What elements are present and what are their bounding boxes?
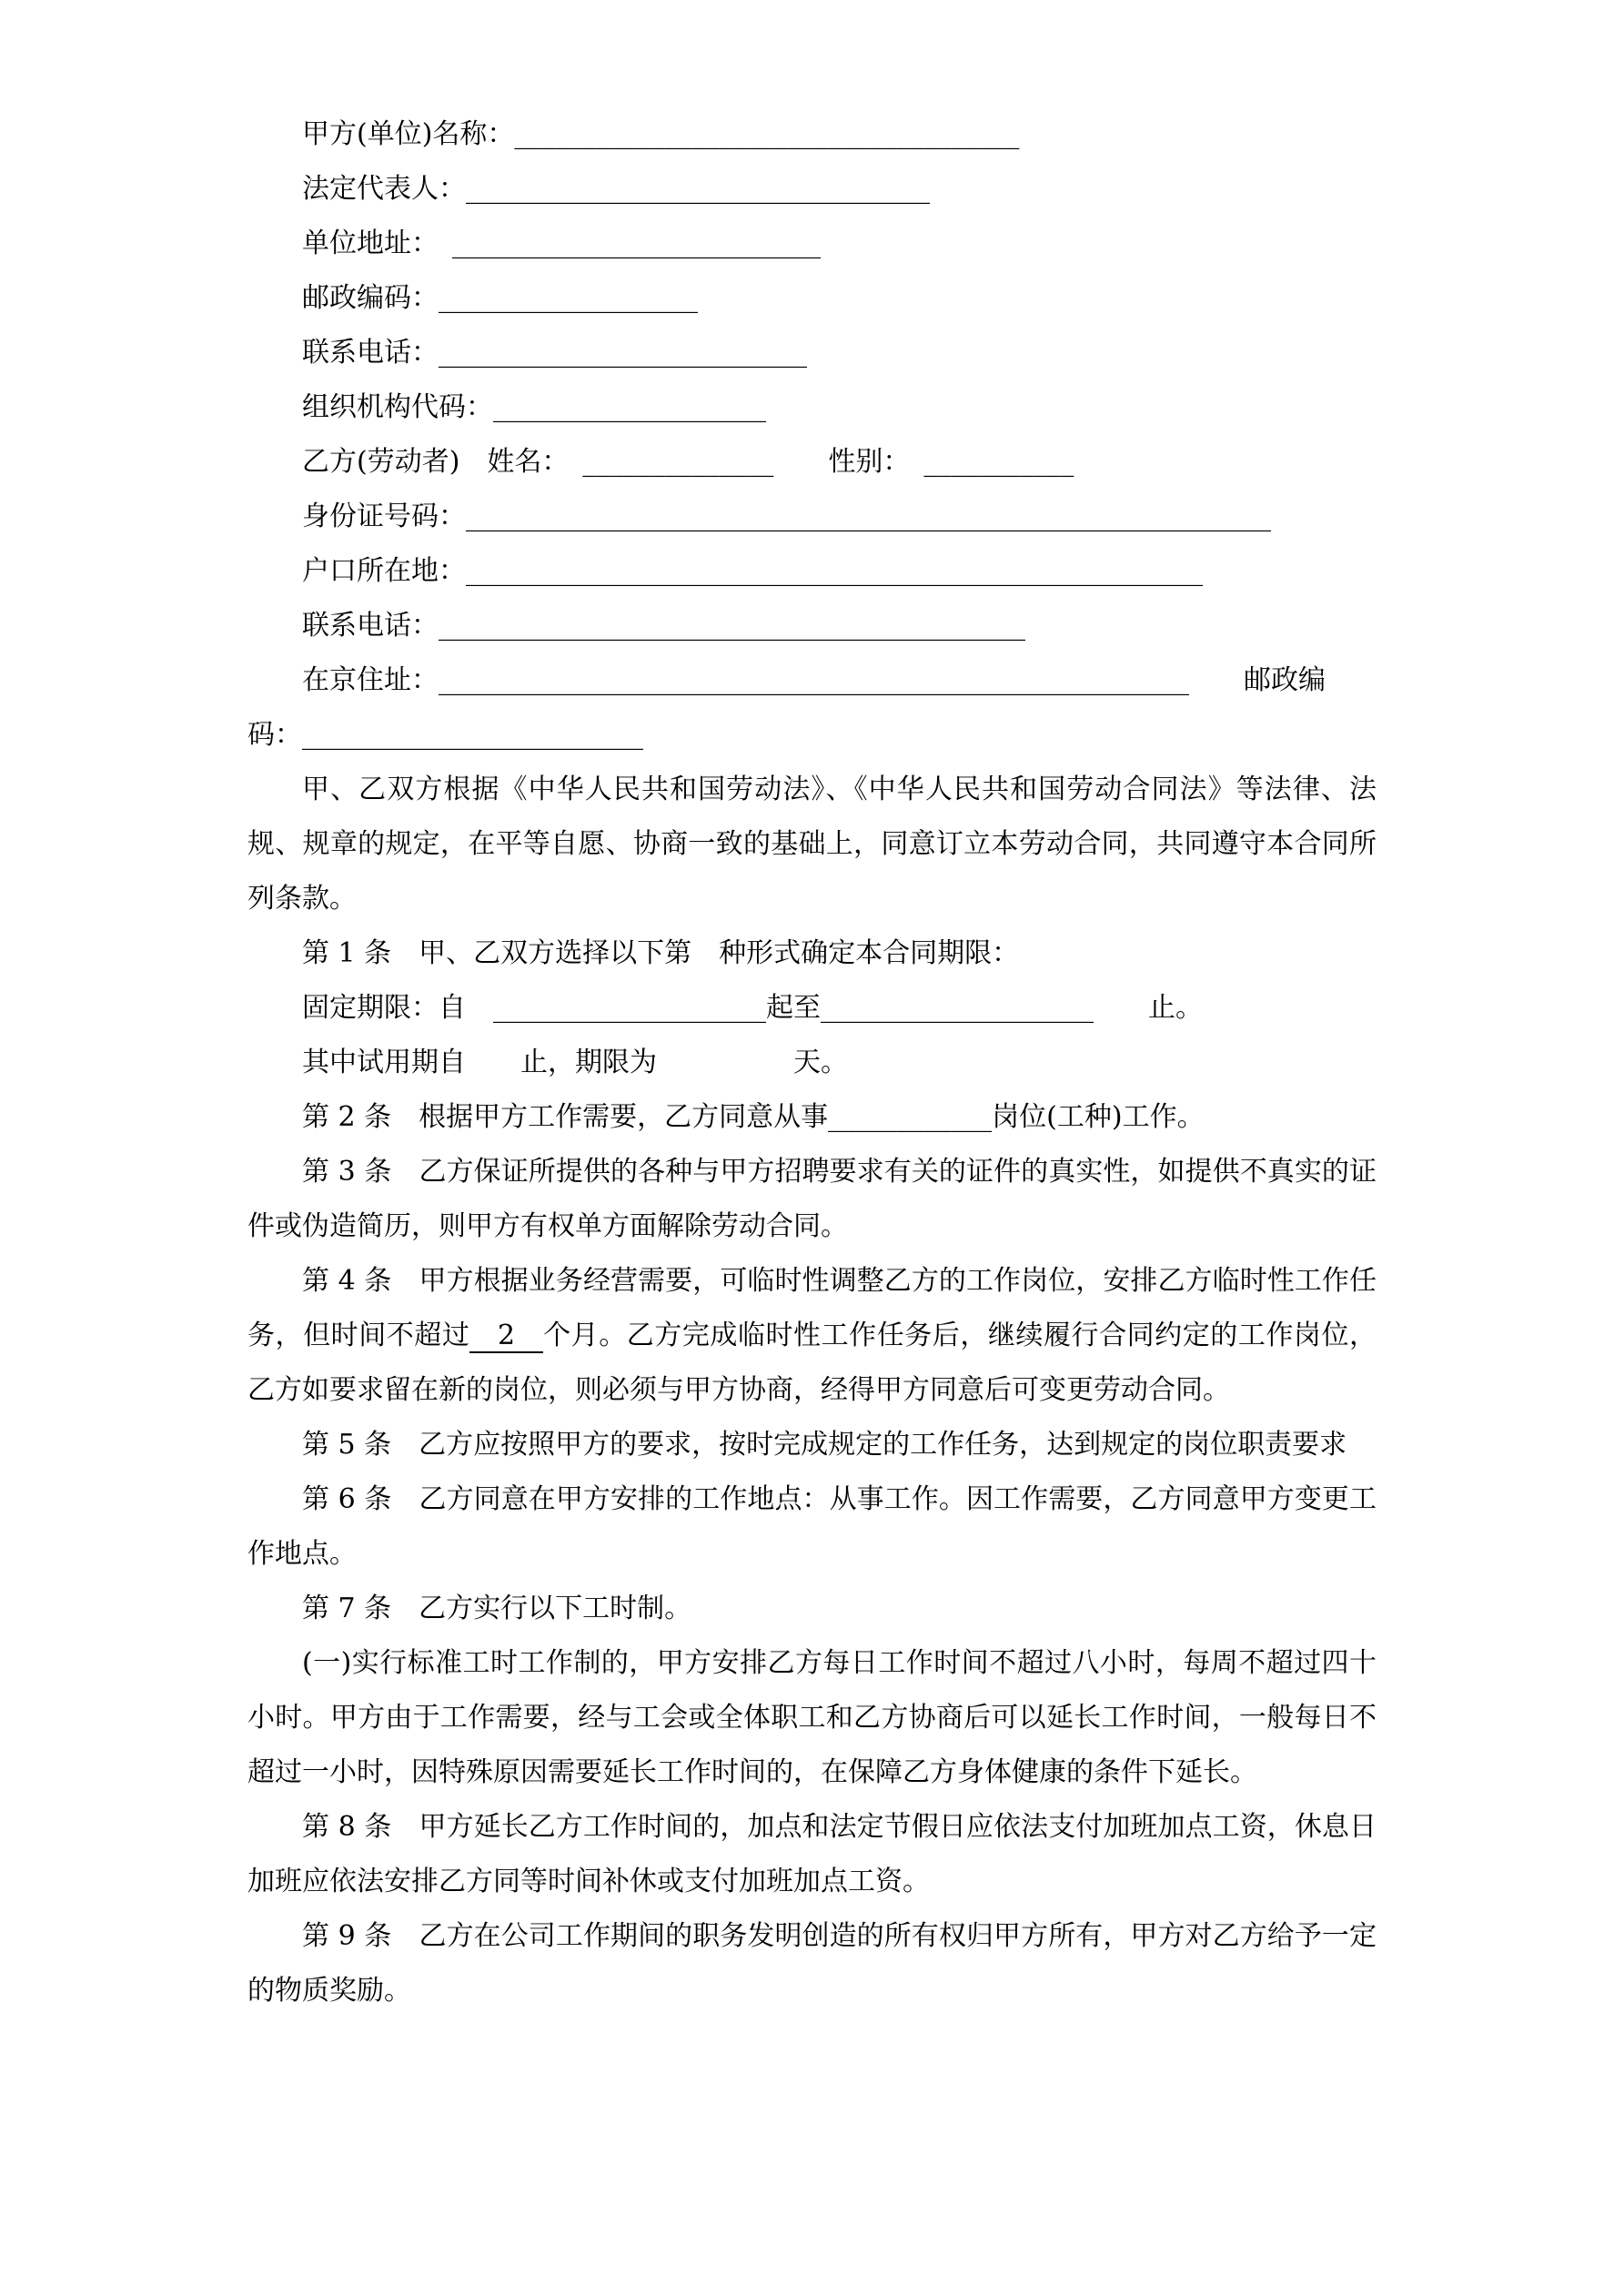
text-segment: 第 9 条 乙方在公司工作期间的职务发明创造的所有权归甲方所有，甲方对乙方给予一定的物质奖励。: [247, 1920, 1377, 2007]
blank-line: ____________________: [821, 992, 1094, 1024]
text-segment: 邮政编: [1189, 664, 1326, 696]
para-article-1: [247, 926, 1377, 981]
para-article-8: [247, 1800, 1377, 1909]
field-postal-code: [247, 271, 1377, 326]
blank-line: __________________________________: [466, 173, 930, 205]
para-article-3: [247, 1145, 1377, 1254]
blank-line: ___________: [923, 446, 1074, 478]
para-article-9: [247, 1909, 1377, 2018]
text-segment: 组织机构代码：: [302, 391, 493, 423]
field-legal-representative: [247, 162, 1377, 217]
text-segment: 第 8 条 甲方延长乙方工作时间的，加点和法定节假日应依法支付加班加点工资，休息日加班应依法安排乙方同等时间补休或支付加班加点工资。: [247, 1811, 1377, 1897]
document-body: [247, 107, 1377, 2018]
text-segment: 固定期限：自: [302, 992, 493, 1024]
text-segment: 在京住址：: [302, 664, 439, 696]
blank-line: ____________: [828, 1101, 993, 1133]
blank-line: ____________________: [493, 391, 766, 423]
text-segment: 个月。乙方完成临时性工作任务后，继续履行合同约定的工作岗位，乙方如要求留在新的岗位，则必须与甲方协商，经得甲方同意后可变更劳动合同。: [247, 1320, 1377, 1406]
field-contact-phone-2: [247, 599, 1377, 653]
text-segment: 止。: [1094, 992, 1203, 1024]
text-segment: 第 5 条 乙方应按照甲方的要求，按时完成规定的工作任务，达到规定的岗位职责要求: [302, 1429, 1347, 1461]
field-employee-name-gender: [247, 435, 1377, 490]
para-fixed-term: [247, 981, 1377, 1036]
text-segment: 身份证号码：: [302, 501, 466, 532]
text-segment: 单位地址：: [302, 228, 452, 259]
blank-line: _________________________: [302, 719, 643, 751]
blank-line: ____________________: [493, 992, 766, 1024]
para-article-6: [247, 1472, 1377, 1582]
text-segment: 户口所在地：: [302, 555, 466, 587]
blank-line: ___________________________________________________________: [466, 501, 1271, 532]
text-segment: 第 2 条 根据甲方工作需要，乙方同意从事: [302, 1101, 829, 1133]
text-segment: 起至: [766, 992, 821, 1024]
blank-line: ______________: [582, 446, 774, 478]
para-intro: [247, 763, 1377, 926]
para-article-2: [247, 1090, 1377, 1145]
text-segment: 第 4 条 甲方根据业务经营需要，可临时性调整乙方的工作岗位，安排乙方临时性工作任务，但时间不超过: [247, 1265, 1377, 1351]
text-segment: 法定代表人：: [302, 173, 466, 205]
text-segment: 联系电话：: [302, 610, 439, 642]
para-article-7: [247, 1582, 1377, 1636]
blank-line: _____________________________________: [514, 118, 1020, 150]
text-segment: 性别：: [773, 446, 924, 478]
para-trial-period: [247, 1036, 1377, 1090]
blank-line: ___________________________: [452, 228, 821, 259]
text-segment: 第 1 条 甲、乙双方选择以下第 种形式确定本合同期限：: [302, 937, 1020, 969]
blank-line: ___________________________________________: [439, 610, 1025, 642]
text-segment: 第 6 条 乙方同意在甲方安排的工作地点：从事工作。因工作需要，乙方同意甲方变更工作地点。: [247, 1483, 1377, 1570]
field-registered-residence: [247, 544, 1377, 599]
text-segment: 甲方(单位)名称：: [302, 118, 515, 150]
para-article-7-item-1: [247, 1636, 1377, 1800]
text-segment: 码：: [247, 719, 302, 751]
field-postal-code-wrap: [247, 708, 1377, 763]
text-segment: 第 3 条 乙方保证所提供的各种与甲方招聘要求有关的证件的真实性，如提供不真实的证件或伪造简历，则甲方有权单方面解除劳动合同。: [247, 1156, 1377, 1242]
para-article-5: [247, 1418, 1377, 1472]
fill-in-value: 2: [469, 1320, 544, 1351]
text-segment: 邮政编码：: [302, 282, 439, 314]
field-company-address: [247, 217, 1377, 271]
text-segment: 其中试用期自 止，期限为 天。: [302, 1047, 848, 1078]
text-segment: 联系电话：: [302, 337, 439, 369]
para-article-4: [247, 1254, 1377, 1418]
blank-line: ______________________________________________________: [466, 555, 1203, 587]
field-id-number: [247, 490, 1377, 544]
field-beijing-address: [247, 653, 1377, 708]
text-segment: 第 7 条 乙方实行以下工时制。: [302, 1593, 692, 1624]
text-segment: 乙方(劳动者) 姓名：: [302, 446, 583, 478]
field-organization-code: [247, 380, 1377, 435]
blank-line: ___________________: [439, 282, 698, 314]
text-segment: 岗位(工种)工作。: [992, 1101, 1205, 1133]
text-segment: 甲、乙双方根据《中华人民共和国劳动法》、《中华人民共和国劳动合同法》等法律、法规、规章的规定，在平等自愿、协商一致的基础上，同意订立本劳动合同，共同遵守本合同所列条款。: [247, 774, 1377, 915]
field-contact-phone: [247, 326, 1377, 380]
blank-line: _______________________________________________________: [439, 664, 1189, 696]
blank-line: ___________________________: [439, 337, 807, 369]
field-company-name: [247, 107, 1377, 162]
text-segment: (一)实行标准工时工作制的，甲方安排乙方每日工作时间不超过八小时，每周不超过四十小时。甲方由于工作需要，经与工会或全体职工和乙方协商后可以延长工作时间，一般每日不超过一小时，因特殊原因需要延长工作时间的，在保障乙方身体健康的条件下延长。: [247, 1647, 1377, 1788]
